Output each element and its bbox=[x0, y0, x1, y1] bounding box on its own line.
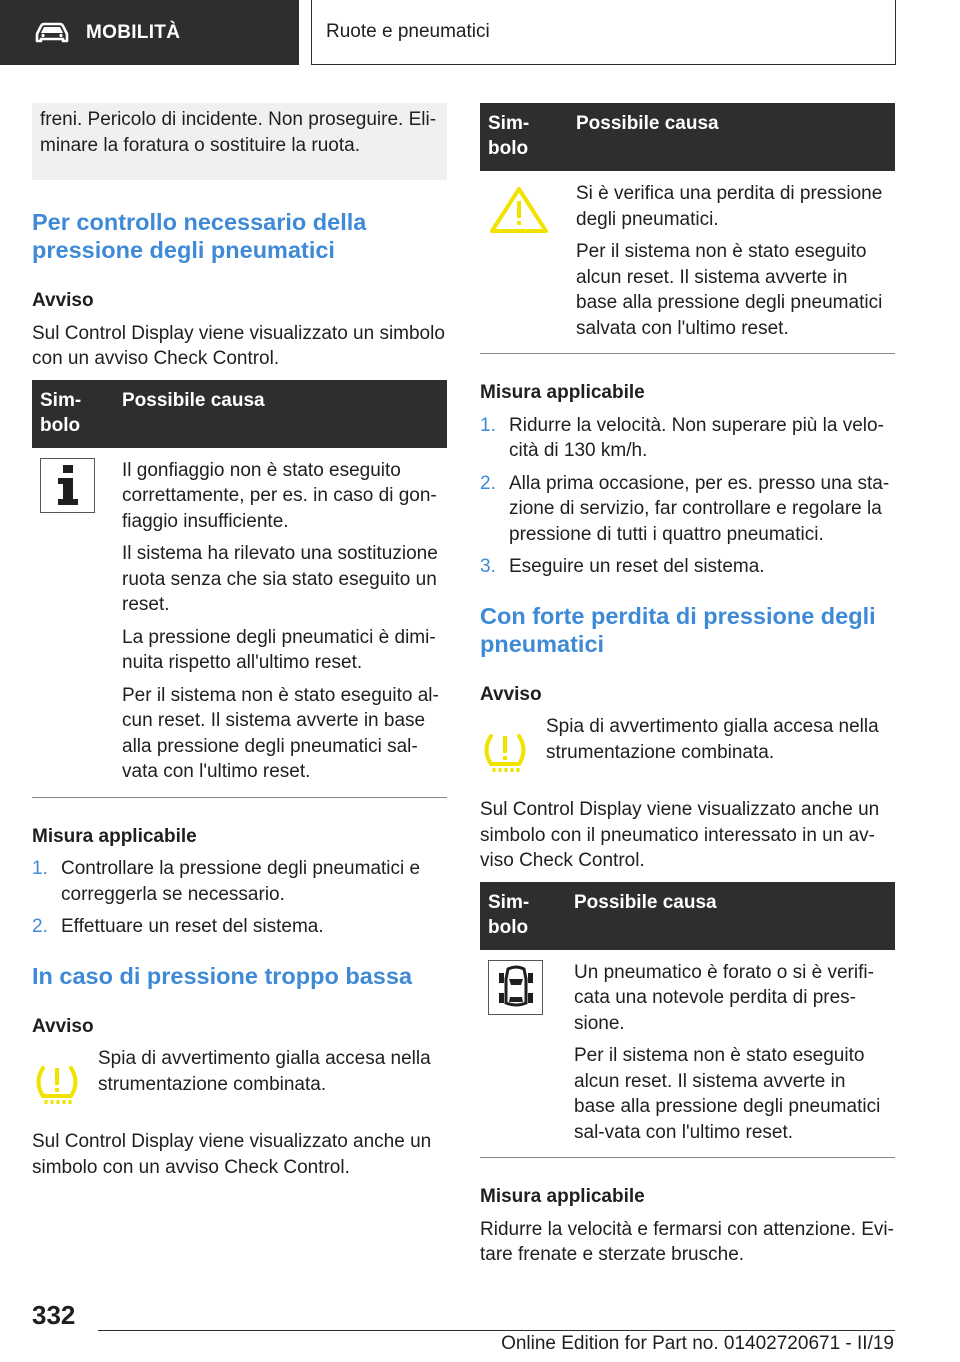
table-row bbox=[32, 448, 447, 798]
list-item: 1. Ridurre la velocità. Non superare più la velo-cità di 130 km/h. bbox=[480, 414, 884, 461]
cause-text: Per il sistema non è stato eseguito al-cun reset. Il sistema avverte in base alla pressione degli pneumatici sal-vata con l'ultimo reset. bbox=[122, 684, 439, 782]
chapter-title: Ruote e pneumatici bbox=[326, 21, 490, 42]
warning-triangle-icon bbox=[488, 185, 550, 235]
cause-text: Per il sistema non è stato eseguito alcun reset. Il sistema avverte in base alla pressione degli pneumatici salvata con l'ultimo reset. bbox=[576, 241, 883, 339]
page-number: 332 bbox=[32, 1300, 76, 1330]
measure-heading: Misura applicabile bbox=[480, 1186, 645, 1207]
warning-text: Spia di avvertimento gialla accesa nella strumentazione combinata. bbox=[98, 1048, 431, 1095]
col-symbol-header: Sim-bolo bbox=[480, 103, 568, 171]
tire-pressure-warning-icon bbox=[32, 1062, 82, 1106]
cause-text: Per il sistema non è stato eseguito alcun reset. Il sistema avverte in base alla pressione degli pneumatici sal-vata con l'ultimo reset. bbox=[574, 1045, 881, 1143]
warning-row bbox=[480, 714, 895, 779]
table-header-row bbox=[480, 882, 895, 950]
tire-pressure-warning-icon bbox=[480, 730, 530, 774]
section-heading: Con forte perdita di pressione degli pneumatici bbox=[480, 602, 876, 657]
warning-row bbox=[32, 1046, 447, 1111]
section-title: MOBILITÀ bbox=[86, 21, 181, 43]
section-heading: In caso di pressione troppo bassa bbox=[32, 962, 413, 989]
steps-list bbox=[32, 856, 447, 940]
cause-text: Il sistema ha rilevato una sostituzione ruota senza che sia stato eseguito un reset. bbox=[122, 543, 438, 615]
table-row bbox=[480, 171, 895, 354]
warning-text: Spia di avvertimento gialla accesa nella strumentazione combinata. bbox=[546, 716, 879, 763]
footer-divider bbox=[98, 1330, 895, 1331]
symbol-table bbox=[480, 103, 895, 354]
col-cause-header: Possibile causa bbox=[114, 380, 447, 448]
list-item: 2. Effettuare un reset del sistema. bbox=[32, 916, 324, 937]
list-item: 2. Alla prima occasione, per es. presso una sta-zione di servizio, far controllare e regolare la pressione di tutti i quattro pneumatici. bbox=[480, 472, 890, 545]
left-column bbox=[32, 103, 447, 1180]
col-symbol-header: Sim-bolo bbox=[32, 380, 114, 448]
table-header-row bbox=[480, 103, 895, 171]
list-item: 1. Controllare la pressione degli pneumatici e correggerla se necessario. bbox=[32, 858, 421, 905]
intro-text: Sul Control Display viene visualizzato un simbolo con un avviso Check Control. bbox=[32, 322, 445, 369]
avviso-heading: Avviso bbox=[32, 290, 94, 311]
note-box bbox=[32, 103, 447, 180]
table-row bbox=[480, 950, 895, 1158]
table-header-row bbox=[32, 380, 447, 448]
right-column bbox=[480, 103, 895, 1268]
avviso-heading: Avviso bbox=[32, 1015, 94, 1037]
measure-text: Ridurre la velocità e fermarsi con attenzione. Evi-tare frenate e sterzate brusche. bbox=[480, 1218, 894, 1265]
col-symbol-header: Sim-bolo bbox=[480, 882, 566, 950]
cause-text: Si è verifica una perdita di pressione degli pneumatici. bbox=[576, 183, 883, 230]
symbol-table bbox=[32, 380, 447, 798]
cause-text: La pressione degli pneumatici è dimi-nuita rispetto all'ultimo reset. bbox=[122, 626, 436, 673]
avviso-heading: Avviso bbox=[480, 683, 542, 705]
steps-list bbox=[480, 413, 895, 580]
col-cause-header: Possibile causa bbox=[568, 103, 895, 171]
note-text: freni. Pericolo di incidente. Non proseguire. Eli-minare la foratura o sostituire la ruota. bbox=[40, 109, 437, 156]
header-chapter-tab bbox=[311, 0, 896, 65]
intro-text: Sul Control Display viene visualizzato anche un simbolo con il pneumatico interessato in un av-viso Check Control. bbox=[480, 799, 880, 871]
cause-text: Il gonfiaggio non è stato eseguito correttamente, per es. in caso di gon-fiaggio insufficiente. bbox=[122, 459, 437, 532]
car-icon bbox=[34, 22, 70, 44]
symbol-table bbox=[480, 882, 895, 1159]
list-item: 3. Eseguire un reset del sistema. bbox=[480, 556, 765, 577]
col-cause-header: Possibile causa bbox=[566, 882, 895, 950]
header-section-tab bbox=[0, 0, 299, 65]
section-heading: Per controllo necessario della pressione degli pneumatici bbox=[32, 209, 367, 263]
measure-heading: Misura applicabile bbox=[32, 825, 197, 847]
footer-edition: Online Edition for Part no. 01402720671 - II/19 bbox=[501, 1333, 894, 1354]
measure-heading: Misura applicabile bbox=[480, 382, 645, 403]
info-icon bbox=[40, 458, 95, 513]
intro-text: Sul Control Display viene visualizzato anche un simbolo con un avviso Check Control. bbox=[32, 1131, 432, 1178]
car-tire-icon bbox=[488, 960, 543, 1015]
cause-text: Un pneumatico è forato o si è verifi-cata una notevole perdita di pres-sione. bbox=[574, 961, 874, 1034]
